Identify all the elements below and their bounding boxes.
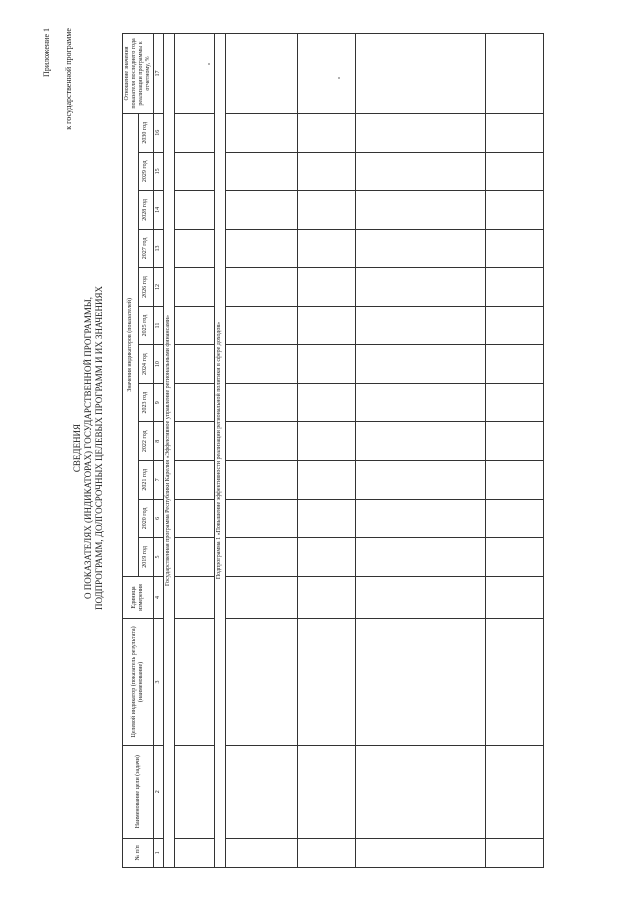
col-num: 13	[154, 229, 164, 268]
col-num: 2	[154, 745, 164, 838]
header-unit: Единица измерения	[123, 576, 154, 619]
year-header: 2026 год	[138, 268, 154, 307]
year-header: 2020 год	[138, 499, 154, 538]
year-header: 2021 год	[138, 461, 154, 500]
year-header: 2023 год	[138, 383, 154, 422]
table-row	[226, 34, 298, 868]
program-title: Государственная программа Республики Карелия «Эффективное управление региональными финансами»	[164, 34, 175, 868]
col-num: 17	[154, 34, 164, 114]
year-header: 2029 год	[138, 152, 154, 191]
col-num: 16	[154, 113, 164, 152]
col-num: 3	[154, 619, 164, 745]
header-goal: Наименование цели (задачи)	[123, 745, 154, 838]
table-row	[356, 34, 486, 868]
col-num: 11	[154, 306, 164, 345]
col-num: 8	[154, 422, 164, 461]
header-values: Значения индикаторов (показателей)	[123, 113, 139, 576]
header-indicator: Целевой индикатор (показатель результата) (наименование)	[123, 619, 154, 745]
header-row-1	[123, 34, 139, 868]
year-header: 2030 год	[138, 113, 154, 152]
year-header: 2025 год	[138, 306, 154, 345]
col-num: 6	[154, 499, 164, 538]
table-row	[175, 34, 215, 868]
col-num: 1	[154, 838, 164, 867]
col-num: 12	[154, 268, 164, 307]
table-row	[298, 34, 356, 868]
col-num: 10	[154, 345, 164, 384]
col-num: 14	[154, 191, 164, 230]
col-num: 4	[154, 576, 164, 619]
year-header: 2024 год	[138, 345, 154, 384]
subprogram-title: Подпрограмма 1 «Повышение эффективности реализации региональной политики в сфере доходов»	[215, 34, 226, 868]
col-num: 15	[154, 152, 164, 191]
document-title	[72, 28, 105, 868]
year-header: 2022 год	[138, 422, 154, 461]
table-row	[486, 34, 544, 868]
header-num: № п/п	[123, 838, 154, 867]
year-header: 2019 год	[138, 538, 154, 577]
appendix-line-1: Приложение 1	[42, 28, 51, 77]
appendix-note	[42, 28, 74, 868]
col-num: 9	[154, 383, 164, 422]
title-line-3: ПОДПРОГРАММ, ДОЛГОСРОЧНЫХ ЦЕЛЕВЫХ ПРОГРАММ И ИХ ЗНАЧЕНИЯХ	[94, 285, 104, 611]
program-row	[164, 34, 175, 868]
rotated-content	[40, 28, 635, 868]
title-line-2: О ПОКАЗАТЕЛЯХ (ИНДИКАТОРАХ) ГОСУДАРСТВЕННОЙ ПРОГРАММЫ,	[83, 297, 93, 600]
column-numbers-row	[154, 34, 164, 868]
col-num: 5	[154, 538, 164, 577]
year-header: 2027 год	[138, 229, 154, 268]
indicators-table	[122, 33, 544, 868]
appendix-line-2: к государственной программе	[64, 28, 73, 130]
year-header: 2028 год	[138, 191, 154, 230]
subprogram-row	[215, 34, 226, 868]
title-line-1: СВЕДЕНИЯ	[72, 423, 82, 473]
col-num: 7	[154, 461, 164, 500]
header-ratio: Отношение значения показателя последнего года реализации программы к отчетному, %	[123, 34, 154, 114]
